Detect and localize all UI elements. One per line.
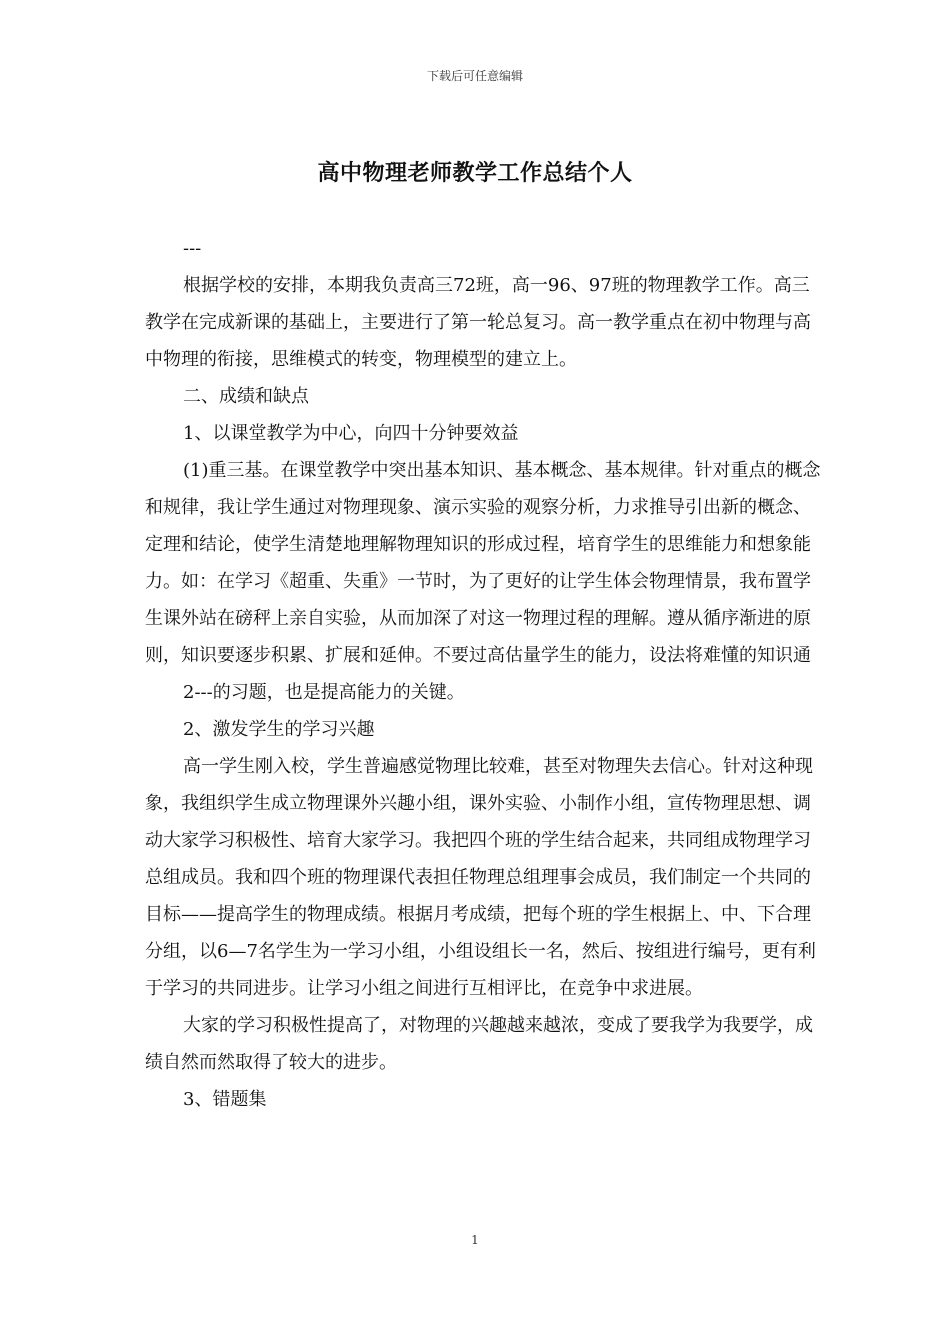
section-heading-results: 二、成绩和缺点 — [183, 386, 309, 407]
paragraph-study-groups: 高一学生刚入校，学生普遍感觉物理比较难，甚至对物理失去信心。针对这种现象，我组织学生成立物理课外兴趣小组，课外实验、小制作小组，宣传物理思想、调动大家学习积极性、培育大家学习。我把四个班的学生结合起来，共同组成物理学习总组成员。我和四个班的物理课代表担任物理总组理事会成员，我们制定一个共同的目标——提高学生的物理成绩。根据月考成绩，把每个班的学生根据上、中、下合理分组，以6—7名学生为一学习小组，小组设组长一名，然后、按组进行编号，更有利于学习的共同进步。让学习小组之间进行互相评比，在竞争中求进展。 — [145, 756, 816, 999]
page-header-note: 下载后可任意编辑 — [426, 69, 523, 83]
subheading-interest: 2、激发学生的学习兴趣 — [183, 719, 375, 740]
paragraph-intro: 根据学校的安排，本期我负责高三72班，高一96、97班的物理教学工作。高三教学在完成新课的基础上，主要进行了第一轮总复习。高一教学重点在初中物理与高中物理的衔接，思维模式的转变，物理模型的建立上。 — [145, 275, 811, 370]
subheading-error-collection: 3、错题集 — [183, 1089, 267, 1110]
page-number: 1 — [471, 1233, 479, 1247]
subheading-classroom-teaching: 1、以课堂教学为中心，向四十分钟要效益 — [183, 423, 519, 444]
separator-line: --- — [183, 238, 202, 259]
paragraph-three-basics: (1)重三基。在课堂教学中突出基本知识、基本概念、基本规律。针对重点的概念和规律，我让学生通过对物理现象、演示实验的观察分析，力求推导引出新的概念、定理和结论，使学生清楚地理解物理知识的形成过程，培育学生的思维能力和想象能力。如：在学习《超重、失重》一节时，为了更好的让学生体会物理情景，我布置学生课外站在磅秤上亲自实验，从而加深了对这一物理过程的理解。遵从循序渐进的原则，知识要逐步积累、扩展和延伸。不要过高估量学生的能力，设法将难懂的知识通 — [145, 460, 821, 666]
document-title: 高中物理老师教学工作总结个人 — [317, 160, 633, 186]
document-body — [145, 230, 825, 1118]
paragraph-exercises: 2---的习题，也是提高能力的关键。 — [183, 682, 465, 703]
paragraph-progress: 大家的学习积极性提高了，对物理的兴趣越来越浓，变成了要我学为我要学，成绩自然而然取得了较大的进步。 — [145, 1015, 813, 1073]
